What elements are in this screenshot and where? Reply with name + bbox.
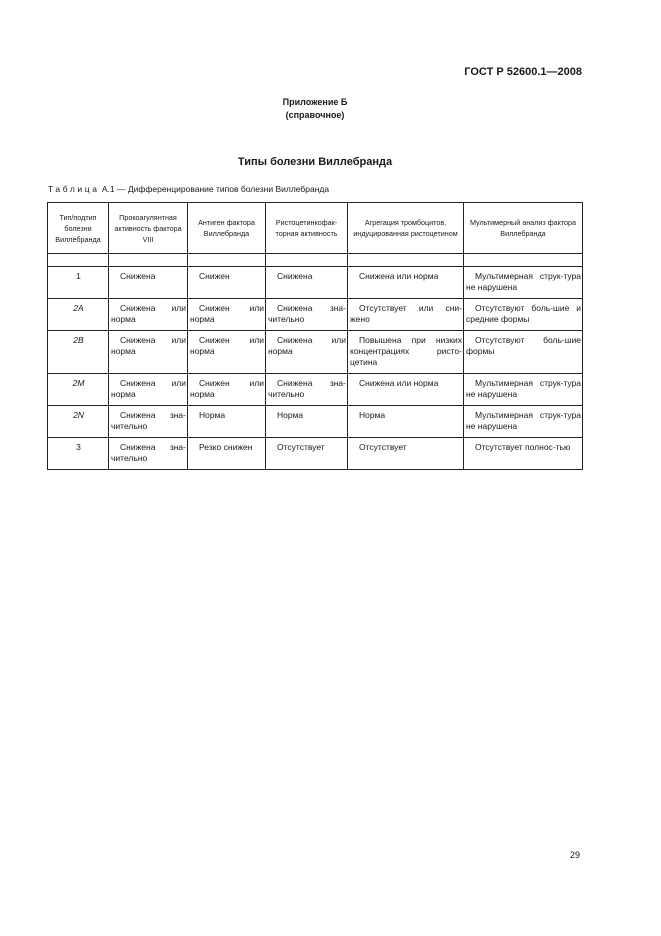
table-cell: Снижена bbox=[109, 267, 188, 299]
table-cell: Норма bbox=[188, 406, 266, 438]
type-cell: 1 bbox=[48, 267, 109, 299]
table-cell: Отсутствует bbox=[348, 438, 464, 470]
appendix-heading bbox=[0, 96, 630, 122]
table-cell: Отсутствует или сни-жено bbox=[348, 299, 464, 331]
table-cell: Снижен или норма bbox=[188, 299, 266, 331]
column-header: Прокоагулянтная активность фактора VIII bbox=[109, 203, 188, 254]
table-cell: Снижена bbox=[266, 267, 348, 299]
table-caption-prefix: Таблица bbox=[48, 184, 100, 194]
table-cell: Снижена или норма bbox=[348, 267, 464, 299]
table-row bbox=[48, 438, 583, 470]
table-cell: Мультимерная струк-тура не нарушена bbox=[464, 374, 583, 406]
table-cell: Снижен или норма bbox=[188, 374, 266, 406]
table-cell: Снижена зна-чительно bbox=[109, 438, 188, 470]
page-number: 29 bbox=[569, 850, 580, 860]
table-row bbox=[48, 299, 583, 331]
column-header: Ристоцетинкофак-торная активность bbox=[266, 203, 348, 254]
table-cell: Снижена или норма bbox=[109, 331, 188, 374]
appendix-title: Приложение Б bbox=[282, 97, 348, 107]
table-cell: Снижена или норма bbox=[109, 299, 188, 331]
header-spacer bbox=[48, 254, 583, 267]
section-title: Типы болезни Виллебранда bbox=[237, 156, 393, 168]
appendix-subtitle: (справочное) bbox=[285, 110, 345, 120]
table-cell: Повышена при низких концентрациях ристо-цетина bbox=[348, 331, 464, 374]
table-cell: Резко снижен bbox=[188, 438, 266, 470]
table-cell: Снижен bbox=[188, 267, 266, 299]
table-row bbox=[48, 331, 583, 374]
table-cell: Отсутствует полнос-тью bbox=[464, 438, 583, 470]
vwd-types-table bbox=[47, 202, 583, 470]
table-cell: Снижена зна-чительно bbox=[266, 374, 348, 406]
table-caption bbox=[48, 184, 329, 194]
table-row bbox=[48, 406, 583, 438]
table-cell: Норма bbox=[348, 406, 464, 438]
type-cell: 2N bbox=[48, 406, 109, 438]
table-cell: Норма bbox=[266, 406, 348, 438]
table-cell: Снижена или норма bbox=[109, 374, 188, 406]
column-header: Тип/подтип болезни Виллебранда bbox=[48, 203, 109, 254]
table-cell: Мультимерная струк-тура не нарушена bbox=[464, 406, 583, 438]
table-cell: Отсутствует bbox=[266, 438, 348, 470]
table-cell: Снижена зна-чительно bbox=[266, 299, 348, 331]
table-header-row bbox=[48, 203, 583, 254]
table-cell: Снижена зна-чительно bbox=[109, 406, 188, 438]
table-cell: Снижена или норма bbox=[266, 331, 348, 374]
table-cell: Отсутствуют боль-шие формы bbox=[464, 331, 583, 374]
column-header: Агрегация тромбоцитов, индуцированная ристоцетином bbox=[348, 203, 464, 254]
table-caption-text: А.1 — Дифференцирование типов болезни Виллебранда bbox=[99, 184, 330, 194]
table-row bbox=[48, 374, 583, 406]
table-cell: Мультимерная струк-тура не нарушена bbox=[464, 267, 583, 299]
column-header: Антиген фактора Виллебранда bbox=[188, 203, 266, 254]
table-cell: Отсутствуют боль-шие и средние формы bbox=[464, 299, 583, 331]
standard-number: ГОСТ Р 52600.1—2008 bbox=[464, 66, 582, 78]
type-cell: 2M bbox=[48, 374, 109, 406]
type-cell: 2B bbox=[48, 331, 109, 374]
table-row bbox=[48, 267, 583, 299]
type-cell: 2A bbox=[48, 299, 109, 331]
column-header: Мультимерный анализ фактора Виллебранда bbox=[464, 203, 583, 254]
type-cell: 3 bbox=[48, 438, 109, 470]
table-cell: Снижена или норма bbox=[348, 374, 464, 406]
table-cell: Снижен или норма bbox=[188, 331, 266, 374]
